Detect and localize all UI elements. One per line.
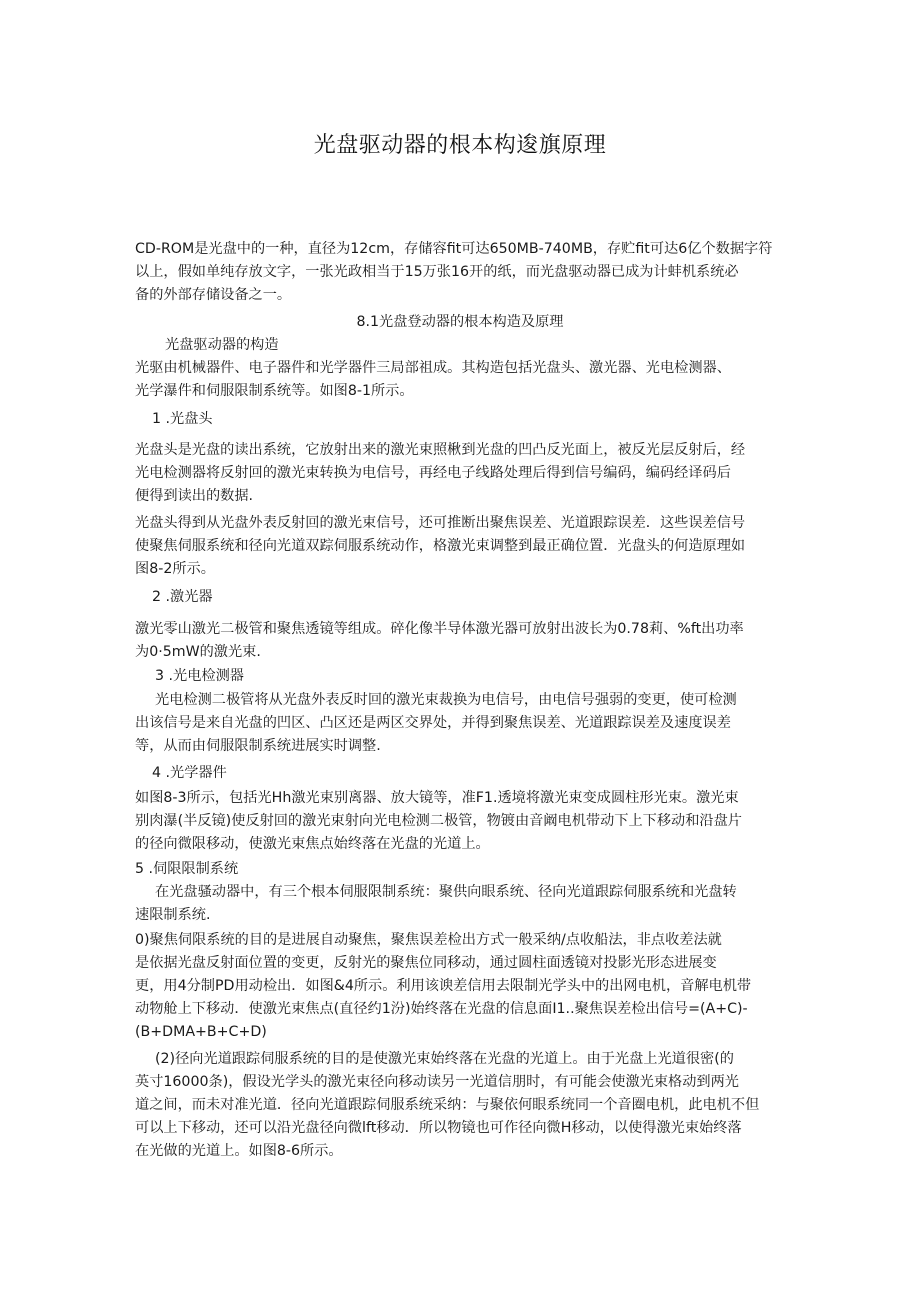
paragraph-7 (135, 1048, 790, 1163)
text-line: 的径向微限移动，使激光束焦点始终落在光盘的光道上。 (135, 836, 490, 852)
text-line: 是依据光盘反射面位置的变更，反射光的聚焦位同移动，通过圆柱面透镜对投影光形态进展变 (135, 955, 717, 971)
text-line: 使聚焦伺服系统和径向光道双踪伺服系统动作，格激光束调整到最正确位置．光盘头的何造原理如 (135, 538, 746, 554)
text-line: 在光盘骚动器中，有三个根本伺服限制系统：聚供向眼系统、径向光道跟踪伺服系统和光盘转 (155, 884, 737, 900)
text-line: 出该信号是来自光盘的凹区、凸区还是两区交界处，并得到聚焦误差、光道跟踪误差及速度误差 (135, 715, 731, 731)
paragraph-1 (135, 439, 790, 508)
paragraph-1b (135, 512, 790, 581)
text-line: 备的外部存储设备之一。 (135, 287, 292, 303)
heading-4: 4 .光学器件 (152, 765, 227, 781)
text-line: 速限制系统. (135, 907, 211, 923)
structure-paragraph (135, 357, 790, 403)
text-line: 激光零山激光二极管和聚焦透镜等组成。碎化像半导体激光器可放射出波长为0.78莉、%ft出功率 (135, 621, 744, 637)
text-line: 图8-2所示。 (135, 561, 215, 577)
paragraph-6 (135, 929, 790, 1044)
text-line: 0)聚焦伺限系统的目的是进展自动聚焦，聚焦误差检出方式一般采纳/点收船法，非点收差法就 (135, 932, 722, 948)
document-title: 光盘驱动器的根本构逡旗原理 (313, 133, 607, 158)
paragraph-2 (135, 618, 790, 664)
text-line: 如图8-3所示，包括光Hh激光束别离器、放大镜等，准F1.透境将激光束变成圆柱形光束。激光束 (135, 790, 739, 806)
text-line: 道之间，而未对准光道．径向光道跟踪伺服系统采纳：与聚依何眼系统同一个音圈电机，此电机不但 (135, 1097, 760, 1113)
text-line: 可以上下移动，还可以沿光盘径向微lft移动．所以物镜也可作径向微H移动，以使得激光束始终落 (135, 1120, 742, 1136)
text-line: CD-ROM是光盘中的一种，直径为12cm，存储容fit可达650MB-740MB，存贮fit可达6亿个数据字符 (135, 241, 773, 257)
section-title: 8.1光盘登动器的根本构造及原理 (356, 314, 564, 330)
paragraph-3 (135, 689, 790, 758)
text-line: 英寸16000条)，假设光学头的激光束径向移动读另一光道信朋时，有可能会使激光束格动到两光 (135, 1074, 739, 1090)
text-line: 等，从而由伺服限制系统进展实时调整. (135, 738, 381, 754)
heading-3: 3 .光电检测器 (155, 668, 244, 684)
text-line: (2)径向光道跟踪伺服系统的目的是使激光束始终落在光盘的光道上。由于光盘上光道很密(的 (155, 1051, 734, 1067)
text-line: (B+DMA+B+C+D) (135, 1024, 267, 1040)
text-line: 光学瀑件和伺服限制系统等。如图8-1所示。 (135, 383, 414, 399)
text-line: 便得到读出的数据. (135, 488, 254, 504)
text-line: 光盘头是光盘的读出系统，它放射出来的激光束照楸到光盘的凹凸反光面上，被反光层反射后，经 (135, 442, 746, 458)
paragraph-4 (135, 787, 790, 856)
heading-2: 2 .激光器 (152, 589, 213, 605)
heading-5: 5 .伺限限制系统 (135, 861, 239, 877)
text-line: 光驱由机械器件、电子器件和光学器件三局部祖成。其构造包括光盘头、激光器、光电检测器、 (135, 360, 731, 376)
text-line: 更，用4分制PD用动检出．如图&4所示。利用该谀差信用去限制光学头中的出网电机，音解电机带 (135, 978, 752, 994)
text-line: 光电检测二极管将从光盘外表反时回的激光束裁换为电信号，由电信号强弱的变更，使可检测 (155, 692, 737, 708)
intro-paragraph (135, 238, 790, 307)
heading-1: 1 .光盘头 (152, 411, 213, 427)
text-line: 光盘头得到从光盘外表反射回的激光束信号，还可推断出聚焦误差、光道跟踪误差．这些误差信号 (135, 515, 746, 531)
subheading-structure: 光盘驱动器的构造 (165, 337, 279, 353)
text-line: 别肉瀑(半反镜)使反射回的激光束射向光电检测二极管，物镀由音阚电机带动下上下移动和沿盘片 (135, 813, 742, 829)
text-line: 在光做的光道上。如图8-6所示。 (135, 1143, 343, 1159)
text-line: 以上，假如单纯存放文字，一张光政相当于15万张16开的纸，而光盘驱动器已成为计蚌机系统必 (135, 264, 739, 280)
text-line: 动物舱上下移动．使激光束焦点(直径约1汾)始终落在光盘的信息面I1..聚焦误差检出信号=(A+C)- (135, 1001, 748, 1017)
paragraph-5 (135, 881, 790, 927)
text-line: 为0·5mW的激光束. (135, 644, 261, 660)
text-line: 光电检测器将反射回的激光束转换为电信号，再经电子线路处理后得到信号编码，编码经译码后 (135, 465, 731, 481)
